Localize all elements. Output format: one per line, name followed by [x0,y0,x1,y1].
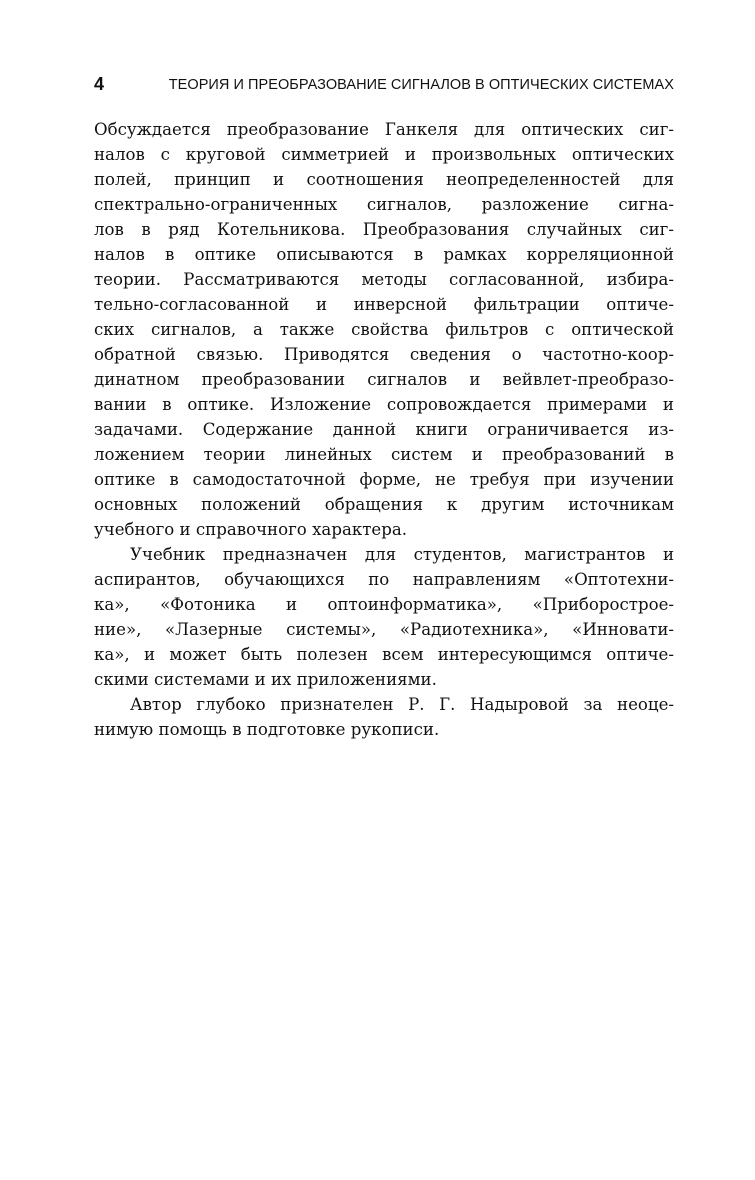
text-line: Учебник предназначен для студентов, магистрантов и [130,545,674,564]
text-line: налов с круговой симметрией и произвольных оптических [94,145,674,164]
text-line: Обсуждается преобразование Ганкеля для оптических сиг- [94,120,674,139]
body-text [94,117,674,742]
text-line: ложением теории линейных систем и преобразований в [94,445,674,464]
page-number: 4 [94,74,105,94]
text-line: задачами. Содержание данной книги ограничивается из- [94,420,674,439]
running-title: ТЕОРИЯ И ПРЕОБРАЗОВАНИЕ СИГНАЛОВ В ОПТИЧЕСКИХ СИСТЕМАХ [168,77,674,93]
text-line: Автор глубоко признателен Р. Г. Надыровой за неоце- [130,695,674,714]
text-line: учебного и справочного характера. [94,520,407,539]
text-line: обратной связью. Приводятся сведения о частотно-коор- [94,345,674,364]
text-line: ских сигналов, а также свойства фильтров с оптической [94,320,674,339]
text-line: лов в ряд Котельникова. Преобразования случайных сиг- [94,220,674,239]
text-line: динатном преобразовании сигналов и вейвлет-преобразо- [94,370,674,389]
text-line: вании в оптике. Изложение сопровождается примерами и [94,395,674,414]
text-line: скими системами и их приложениями. [94,670,437,689]
text-line: спектрально-ограниченных сигналов, разложение сигна- [94,195,674,214]
paragraph-1 [94,117,674,542]
text-line: теории. Рассматриваются методы согласованной, избира- [94,270,674,289]
text-line: ние», «Лазерные системы», «Радиотехника», «Инновати- [94,620,674,639]
text-line: тельно-согласованной и инверсной фильтрации оптиче- [94,295,674,314]
running-header [94,74,674,96]
text-line: аспирантов, обучающихся по направлениям «Оптотехни- [94,570,674,589]
paragraph-2 [94,542,674,692]
text-line: полей, принцип и соотношения неопределенностей для [94,170,674,189]
text-line: налов в оптике описываются в рамках корреляционной [94,245,674,264]
text-line: ка», «Фотоника и оптоинформатика», «Приборострое- [94,595,674,614]
paragraph-3 [94,692,674,742]
text-line: нимую помощь в подготовке рукописи. [94,720,440,739]
text-line: основных положений обращения к другим источникам [94,495,674,514]
text-line: ка», и может быть полезен всем интересующимся оптиче- [94,645,674,664]
text-line: оптике в самодостаточной форме, не требуя при изучении [94,470,674,489]
